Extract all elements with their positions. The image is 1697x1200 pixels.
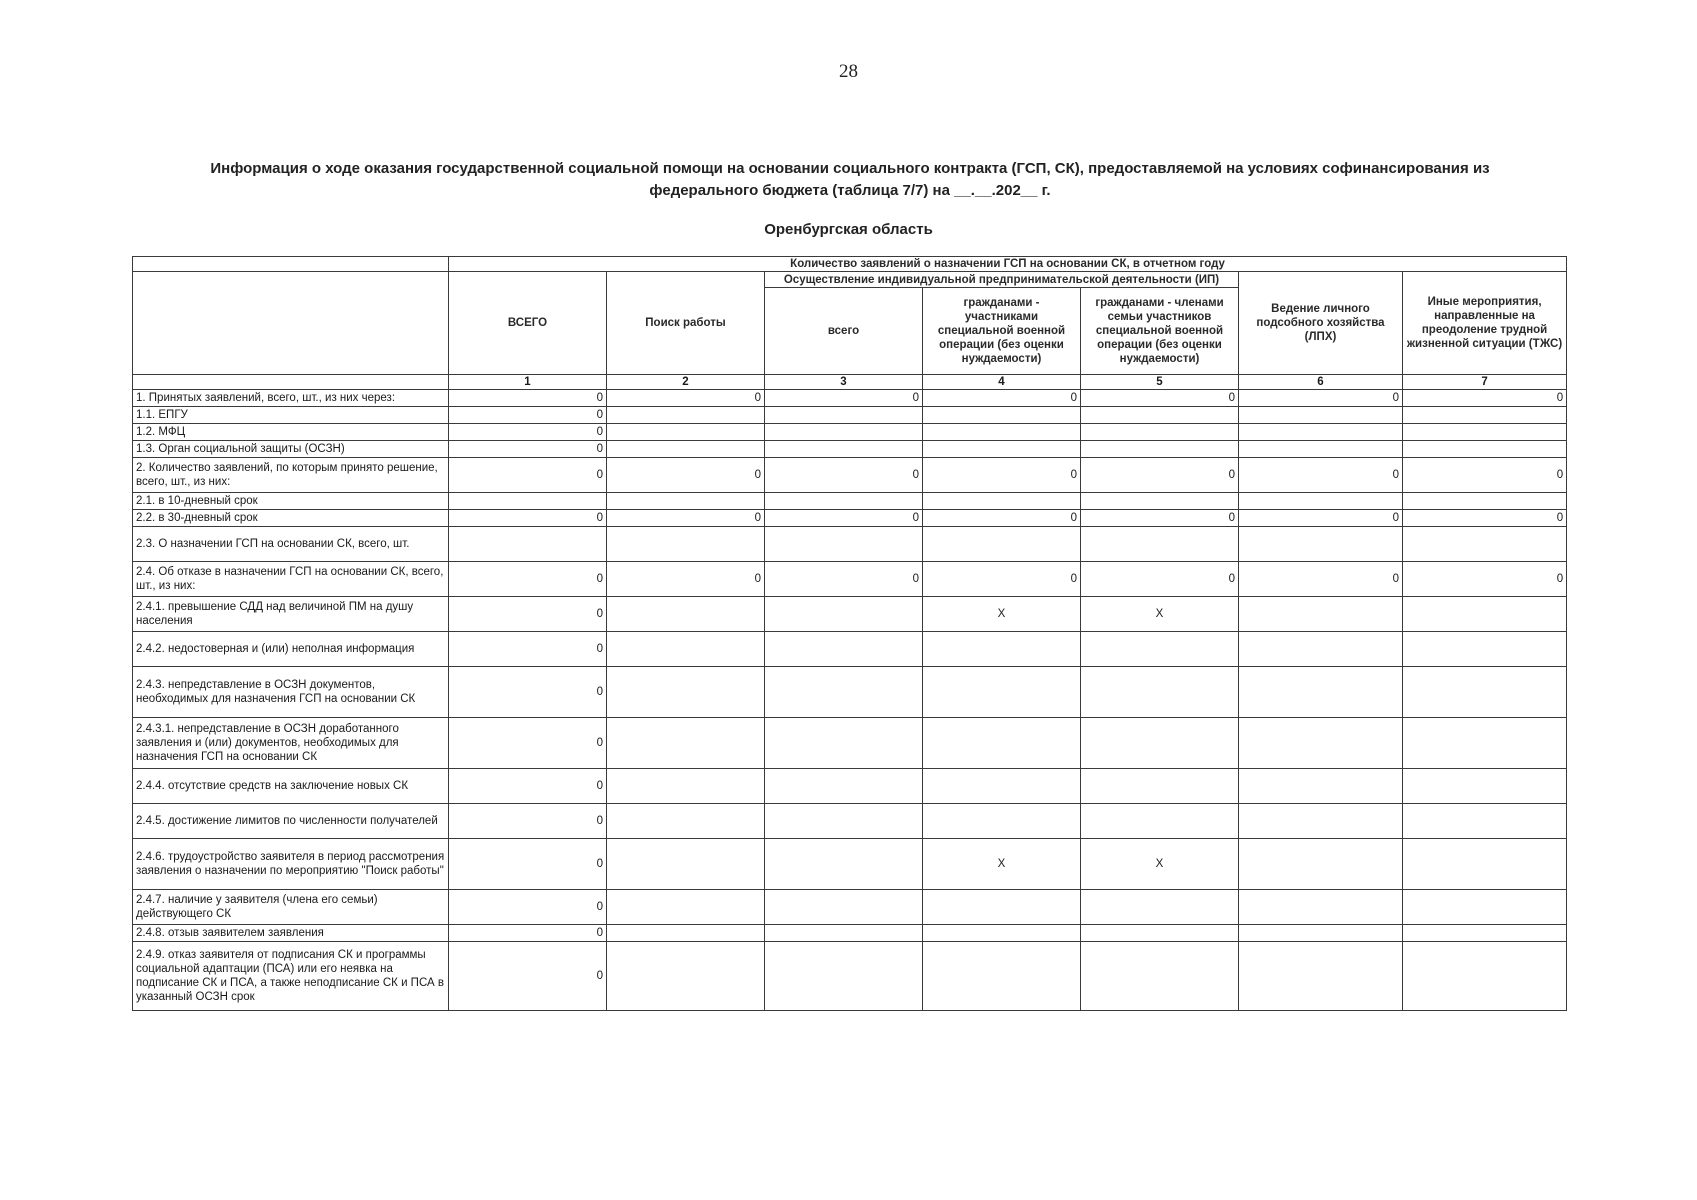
table-cell (1403, 441, 1567, 458)
table-row (133, 804, 1567, 839)
row-label: 2.4.9. отказ заявителя от подписания СК и программы социальной адаптации (ПСА) или его неявка на подписание СК и ПСА, а также неподписание СК и ПСА в указанный ОСЗН срок (133, 942, 449, 1011)
table-cell: 0 (449, 718, 607, 769)
row-label: 1.1. ЕПГУ (133, 407, 449, 424)
table-cell: 0 (765, 510, 923, 527)
header-row-ip (133, 272, 1567, 288)
table-cell (1403, 925, 1567, 942)
page-number: 28 (839, 61, 858, 82)
table-cell: 0 (1081, 458, 1239, 493)
table-cell (923, 424, 1081, 441)
table-cell: 0 (765, 562, 923, 597)
table-cell (607, 925, 765, 942)
table-cell (923, 890, 1081, 925)
table-cell: 0 (449, 424, 607, 441)
table-cell: 0 (449, 925, 607, 942)
table-cell (1403, 769, 1567, 804)
table-cell (765, 597, 923, 632)
table-row (133, 632, 1567, 667)
table-cell (1239, 769, 1403, 804)
header-col-lph: Ведение личного подсобного хозяйства (ЛПХ) (1239, 272, 1403, 375)
table-cell (1081, 424, 1239, 441)
header-col-ip-svo: гражданами - участниками специальной военной операции (без оценки нуждаемости) (923, 288, 1081, 375)
table-cell (1081, 632, 1239, 667)
table-cell (765, 839, 923, 890)
table-cell (1403, 407, 1567, 424)
table-cell: 0 (1403, 458, 1567, 493)
table-cell (607, 632, 765, 667)
row-label: 1. Принятых заявлений, всего, шт., из них через: (133, 390, 449, 407)
table-row (133, 527, 1567, 562)
table-cell: X (923, 597, 1081, 632)
header-ip-title: Осуществление индивидуальной предпринимательской деятельности (ИП) (765, 272, 1239, 288)
table-row (133, 667, 1567, 718)
table-cell: 0 (607, 458, 765, 493)
table-cell: 0 (449, 890, 607, 925)
table-cell: 0 (607, 390, 765, 407)
table-row (133, 441, 1567, 458)
column-number: 3 (765, 375, 923, 390)
table-cell (765, 925, 923, 942)
table-cell: 0 (607, 510, 765, 527)
row-label: 2.4.3. непредставление в ОСЗН документов, необходимых для назначения ГСП на основании СК (133, 667, 449, 718)
table-cell: 0 (607, 562, 765, 597)
row-label: 2.3. О назначении ГСП на основании СК, всего, шт. (133, 527, 449, 562)
header-group-title: Количество заявлений о назначении ГСП на основании СК, в отчетном году (449, 257, 1567, 272)
table-cell (923, 441, 1081, 458)
table-cell (607, 718, 765, 769)
header-col-ip-family: гражданами - членами семьи участников специальной военной операции (без оценки нуждаемости) (1081, 288, 1239, 375)
table-cell: 0 (765, 390, 923, 407)
table-cell (765, 890, 923, 925)
table-cell: 0 (449, 562, 607, 597)
table-row (133, 493, 1567, 510)
row-label: 2.4.3.1. непредставление в ОСЗН доработанного заявления и (или) документов, необходимых для назначения ГСП на основании СК (133, 718, 449, 769)
table-row (133, 890, 1567, 925)
header-col-total: ВСЕГО (449, 272, 607, 375)
table-row (133, 597, 1567, 632)
row-label: 1.2. МФЦ (133, 424, 449, 441)
table-cell: 0 (449, 667, 607, 718)
table-cell (449, 527, 607, 562)
table-cell (765, 667, 923, 718)
table-cell (923, 769, 1081, 804)
table-cell (765, 942, 923, 1011)
table-cell (607, 890, 765, 925)
table-cell (1081, 527, 1239, 562)
table-cell (765, 441, 923, 458)
table-row (133, 942, 1567, 1011)
table-cell: 0 (449, 458, 607, 493)
table-cell: 0 (449, 407, 607, 424)
table-cell (923, 493, 1081, 510)
row-label: 2.4.5. достижение лимитов по численности получателей (133, 804, 449, 839)
header-col-ip-total: всего (765, 288, 923, 375)
table-cell: 0 (449, 441, 607, 458)
title-line-2: федерального бюджета (таблица 7/7) на __.__.202__ г. (649, 182, 1051, 199)
document-title (150, 158, 1550, 202)
table-cell (1081, 925, 1239, 942)
table-cell (1239, 407, 1403, 424)
table-cell: 0 (1081, 390, 1239, 407)
table-cell (1403, 839, 1567, 890)
table-cell: 0 (449, 510, 607, 527)
row-label: 2.4.2. недостоверная и (или) неполная информация (133, 632, 449, 667)
table-cell (1239, 804, 1403, 839)
table-cell: X (1081, 597, 1239, 632)
table-cell (923, 632, 1081, 667)
table-cell: 0 (765, 458, 923, 493)
table-cell (1403, 667, 1567, 718)
row-label: 2. Количество заявлений, по которым принято решение, всего, шт., из них: (133, 458, 449, 493)
table-cell (1403, 942, 1567, 1011)
table-cell (1239, 925, 1403, 942)
header-label-blank (133, 272, 449, 375)
table-cell: 0 (923, 390, 1081, 407)
row-label: 2.4.8. отзыв заявителем заявления (133, 925, 449, 942)
table-cell (1081, 667, 1239, 718)
title-line-1: Информация о ходе оказания государственной социальной помощи на основании социального контракта (ГСП, СК), предоставляемой на условиях софинансирования из (210, 160, 1490, 177)
table-cell: 0 (449, 597, 607, 632)
header-top-row (133, 257, 1567, 272)
table-row (133, 407, 1567, 424)
table-cell (607, 527, 765, 562)
table-cell (1403, 597, 1567, 632)
table-cell (1239, 597, 1403, 632)
table-row (133, 458, 1567, 493)
table-cell (923, 667, 1081, 718)
column-number: 7 (1403, 375, 1567, 390)
row-label: 2.4.4. отсутствие средств на заключение новых СК (133, 769, 449, 804)
table-cell (1081, 718, 1239, 769)
table-cell (765, 424, 923, 441)
row-label: 2.4.1. превышение СДД над величиной ПМ на душу населения (133, 597, 449, 632)
table-cell (1239, 632, 1403, 667)
table-cell (607, 493, 765, 510)
table-cell (1081, 407, 1239, 424)
row-label: 2.4. Об отказе в назначении ГСП на основании СК, всего, шт., из них: (133, 562, 449, 597)
table-cell: 0 (1239, 562, 1403, 597)
table-cell (1403, 804, 1567, 839)
header-col-other: Иные мероприятия, направленные на преодоление трудной жизненной ситуации (ТЖС) (1403, 272, 1567, 375)
table-cell: 0 (1403, 510, 1567, 527)
table-cell (607, 839, 765, 890)
table-cell (1081, 769, 1239, 804)
table-cell (923, 925, 1081, 942)
table-row (133, 769, 1567, 804)
table-cell (923, 804, 1081, 839)
region-name: Оренбургская область (764, 221, 933, 238)
table-cell: 0 (1239, 458, 1403, 493)
table-cell (1239, 839, 1403, 890)
table-cell: 0 (923, 510, 1081, 527)
table-row (133, 510, 1567, 527)
table-cell (607, 597, 765, 632)
table-cell: 0 (1403, 390, 1567, 407)
table-cell: 0 (449, 839, 607, 890)
column-number: 6 (1239, 375, 1403, 390)
table-cell: X (1081, 839, 1239, 890)
row-label: 2.4.6. трудоустройство заявителя в период рассмотрения заявления о назначении по мероприятию "Поиск работы" (133, 839, 449, 890)
column-number: 4 (923, 375, 1081, 390)
table-cell (765, 407, 923, 424)
table-cell (765, 493, 923, 510)
table-cell (1081, 942, 1239, 1011)
table-cell (449, 493, 607, 510)
table-cell: 0 (449, 390, 607, 407)
table-cell (607, 407, 765, 424)
table-cell: 0 (449, 942, 607, 1011)
table-cell (1403, 527, 1567, 562)
table-cell (1239, 890, 1403, 925)
table-cell (1239, 527, 1403, 562)
table-cell: 0 (1239, 510, 1403, 527)
table-cell: 0 (449, 769, 607, 804)
table-cell (923, 942, 1081, 1011)
table-cell (765, 804, 923, 839)
table-cell: 0 (449, 632, 607, 667)
table-row (133, 390, 1567, 407)
table-row (133, 839, 1567, 890)
row-label: 1.3. Орган социальной защиты (ОСЗН) (133, 441, 449, 458)
table-cell (765, 527, 923, 562)
table-cell: 0 (923, 458, 1081, 493)
column-number-blank (133, 375, 449, 390)
table-cell: 0 (923, 562, 1081, 597)
table-row (133, 424, 1567, 441)
table-cell (1239, 441, 1403, 458)
column-number: 5 (1081, 375, 1239, 390)
table-cell (607, 667, 765, 718)
row-label: 2.1. в 10-дневный срок (133, 493, 449, 510)
report-table (132, 256, 1567, 1011)
table-cell (1403, 718, 1567, 769)
table-cell (1403, 632, 1567, 667)
table-cell (1081, 890, 1239, 925)
table-row (133, 925, 1567, 942)
table-cell (1403, 424, 1567, 441)
table-cell (765, 718, 923, 769)
table-row (133, 718, 1567, 769)
table-cell: 0 (1403, 562, 1567, 597)
table-cell (1239, 942, 1403, 1011)
table-cell (1239, 424, 1403, 441)
row-label: 2.2. в 30-дневный срок (133, 510, 449, 527)
table-cell (1081, 804, 1239, 839)
table-cell (923, 527, 1081, 562)
table-cell (1081, 441, 1239, 458)
table-cell (607, 942, 765, 1011)
table-cell (607, 424, 765, 441)
table-cell: X (923, 839, 1081, 890)
table-cell (607, 804, 765, 839)
table-cell (765, 632, 923, 667)
table-cell: 0 (1081, 510, 1239, 527)
table-cell (1081, 493, 1239, 510)
table-cell (1403, 890, 1567, 925)
table-row (133, 562, 1567, 597)
table-cell (1403, 493, 1567, 510)
table-cell (1239, 493, 1403, 510)
column-number: 2 (607, 375, 765, 390)
table-cell (1239, 718, 1403, 769)
table-cell: 0 (449, 804, 607, 839)
table-cell (765, 769, 923, 804)
table-cell (607, 769, 765, 804)
column-number-row (133, 375, 1567, 390)
table-cell (607, 441, 765, 458)
table-cell (1239, 667, 1403, 718)
table-cell (923, 718, 1081, 769)
header-col-job: Поиск работы (607, 272, 765, 375)
row-label: 2.4.7. наличие у заявителя (члена его семьи) действующего СК (133, 890, 449, 925)
table-cell (923, 407, 1081, 424)
column-number: 1 (449, 375, 607, 390)
header-blank (133, 257, 449, 272)
table-cell: 0 (1239, 390, 1403, 407)
table-cell: 0 (1081, 562, 1239, 597)
